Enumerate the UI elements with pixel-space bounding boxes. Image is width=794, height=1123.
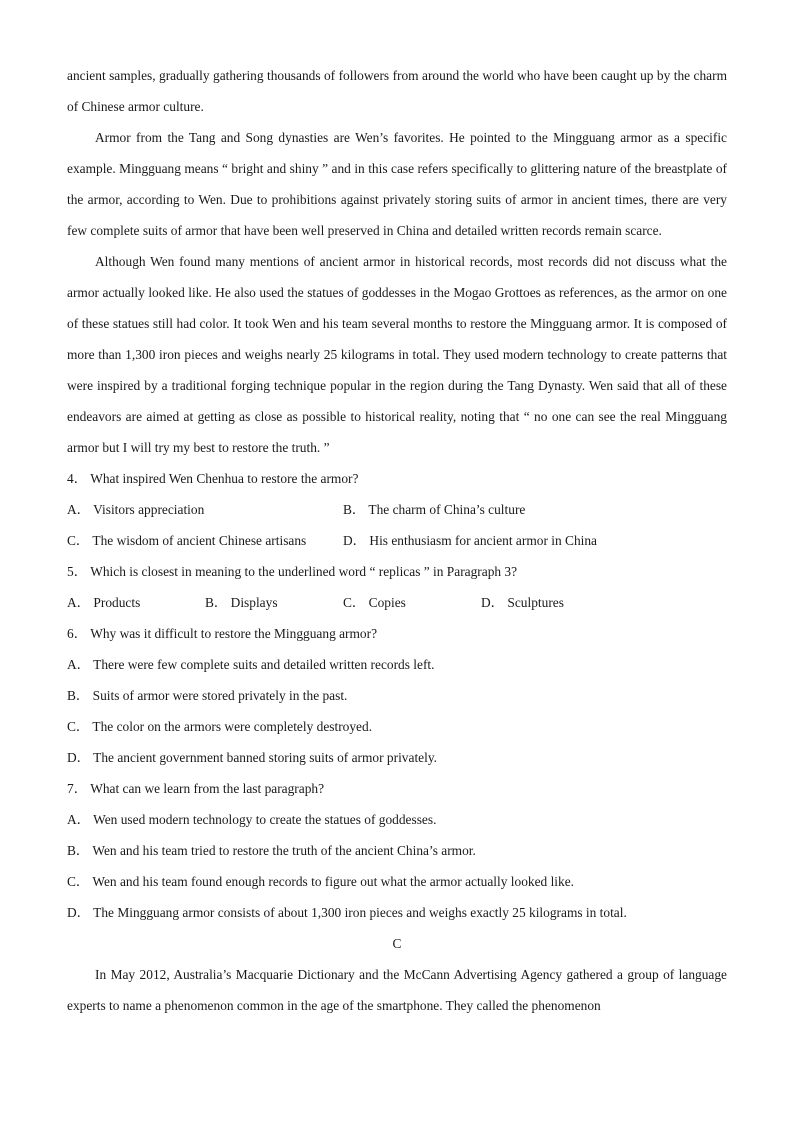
question-5-option-a[interactable]: A． Products [67, 595, 141, 610]
question-4-option-b[interactable]: B． The charm of China’s culture [343, 502, 526, 517]
question-7-stem: 7． What can we learn from the last paragraph? [67, 781, 325, 796]
question-5-option-d[interactable]: D． Sculptures [481, 595, 564, 610]
question-7-option-b[interactable]: B． Wen and his team tried to restore the truth of the ancient China’s armor. [67, 843, 476, 858]
question-6-option-b[interactable]: B． Suits of armor were stored privately in the past. [67, 688, 348, 703]
question-5-option-c[interactable]: C． Copies [343, 595, 406, 610]
passage-paragraph-although: Although Wen found many mentions of ancient armor in historical records, most records did not discuss what the armor actually looked like. He also used the statues of goddesses in the Mogao Grottoes as references, as the armor on one of these statues still had color. It took Wen and his team several months to restore the Mingguang armor. It is composed of more than 1,300 iron pieces and weighs nearly 25 kilograms in total. They used modern technology to create patterns that were inspired by a traditional forging technique popular in the region during the Tang Dynasty. Wen said that all of these endeavors are aimed at getting as close as possible to historical reality, noting that “ no one can see the real Mingguang armor but I will try my best to restore the truth. ” [67, 254, 727, 455]
question-7-option-d[interactable]: D． The Mingguang armor consists of about 1,300 iron pieces and weighs exactly 25 kilograms in total. [67, 905, 627, 920]
question-5-option-b[interactable]: B． Displays [205, 595, 278, 610]
passage-paragraph-continued: ancient samples, gradually gathering thousands of followers from around the world who have been caught up by the charm of Chinese armor culture. [67, 68, 727, 114]
question-4-option-a[interactable]: A． Visitors appreciation [67, 502, 205, 517]
question-7-option-a[interactable]: A． Wen used modern technology to create the statues of goddesses. [67, 812, 437, 827]
question-4-stem: 4． What inspired Wen Chenhua to restore the armor? [67, 471, 359, 486]
question-4-option-d[interactable]: D． His enthusiasm for ancient armor in China [343, 533, 597, 548]
section-c-title: C [392, 936, 402, 951]
question-5-options-row [67, 587, 727, 618]
question-4-options-row-1 [67, 494, 727, 525]
question-4-option-c[interactable]: C． The wisdom of ancient Chinese artisans [67, 533, 307, 548]
question-7-option-c[interactable]: C． Wen and his team found enough records to figure out what the armor actually looked like. [67, 874, 575, 889]
question-6-option-a[interactable]: A． There were few complete suits and detailed written records left. [67, 657, 435, 672]
section-c-paragraph-1: In May 2012, Australia’s Macquarie Dictionary and the McCann Advertising Agency gathered a group of language experts to name a phenomenon common in the age of the smartphone. They called the phenomenon [67, 967, 727, 1013]
question-6-stem: 6． Why was it difficult to restore the Mingguang armor? [67, 626, 378, 641]
document-page [67, 60, 727, 1021]
question-5-stem: 5． Which is closest in meaning to the underlined word “ replicas ” in Paragraph 3? [67, 564, 518, 579]
question-4-options-row-2 [67, 525, 727, 556]
question-6-option-c[interactable]: C． The color on the armors were completely destroyed. [67, 719, 373, 734]
question-6-option-d[interactable]: D． The ancient government banned storing suits of armor privately. [67, 750, 438, 765]
passage-paragraph-tang-song: Armor from the Tang and Song dynasties are Wen’s favorites. He pointed to the Mingguang armor as a specific example. Mingguang means “ bright and shiny ” and in this case refers specifically to glittering nature of the breastplate of the armor, according to Wen. Due to prohibitions against privately storing suits of armor in ancient times, there are very few complete suits of armor that have been well preserved in China and detailed written records remain scarce. [67, 130, 727, 238]
